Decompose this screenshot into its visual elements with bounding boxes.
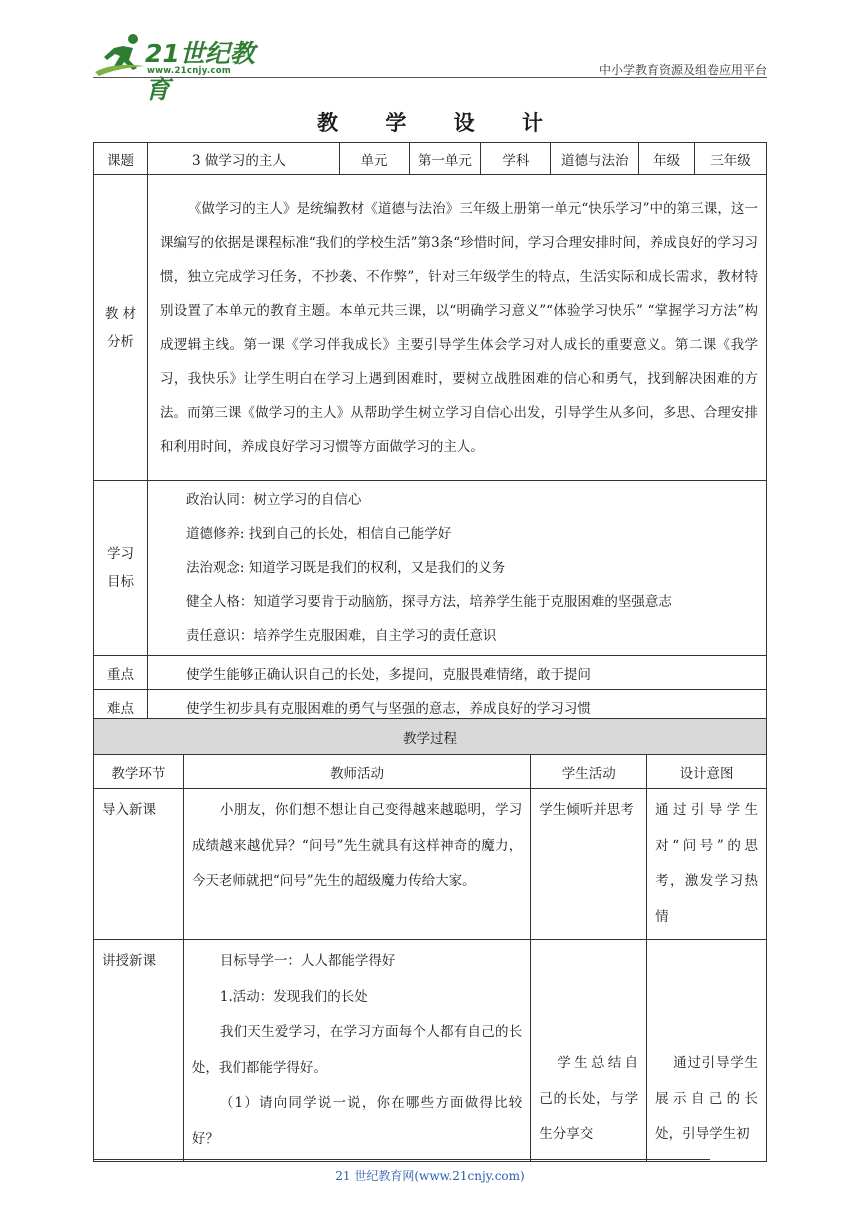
analysis-row <box>94 175 767 481</box>
header-teacher: 教师活动 <box>183 755 530 789</box>
footer-text: 21 世纪教育网(www.21cnjy.com) <box>335 1169 525 1183</box>
intro-teacher: 小朋友，你们想不想让自己变得越来越聪明，学习成绩越来越优异？“问号”先生就具有这样神奇的魔力，今天老师就把“问号”先生的超级魔力传给大家。 <box>183 789 530 940</box>
process-title-row <box>94 719 767 755</box>
key-point-label: 重点 <box>94 656 148 690</box>
teach-student: 学生总结自己的长处，与学生分享交 <box>531 940 647 1162</box>
subject-label: 学科 <box>481 143 551 175</box>
teach-teacher <box>183 940 530 1162</box>
intro-stage: 导入新课 <box>94 789 184 940</box>
goal-item: 道德修养: 找到自己的长处，相信自己能学好 <box>185 526 452 542</box>
site-logo <box>93 32 263 104</box>
intro-row <box>94 789 767 940</box>
unit-label: 单元 <box>339 143 409 175</box>
teach-stage: 讲授新课 <box>94 940 184 1162</box>
teacher-line: （1）请向同学说一说，你在哪些方面做得比较好？ <box>191 1095 523 1147</box>
goal-item: 健全人格：知道学习要肯于动脑筋，探寻方法，培养学生能于克服困难的坚强意志 <box>185 594 672 610</box>
difficulty-text: 使学生初步具有克服困难的勇气与坚强的意志，养成良好的学习习惯 <box>147 690 766 724</box>
logo-url: www.21cnjy.com <box>147 66 231 76</box>
footer-divider <box>93 1159 710 1160</box>
info-row <box>94 143 767 175</box>
grade-value: 三年级 <box>695 143 767 175</box>
intro-student: 学生倾听并思考 <box>531 789 647 940</box>
teach-row <box>94 940 767 1162</box>
goals-list <box>147 481 766 656</box>
teach-intent: 通过引导学生展示自己的长处，引导学生初 <box>647 940 767 1162</box>
analysis-text: 《做学习的主人》是统编教材《道德与法治》三年级上册第一单元“快乐学习”中的第三课，这一课编写的依据是课程标准“我们的学校生活”第3条“珍惜时间，学习合理安排时间，养成良好的学习习惯，独立完成学习任务，不抄袭、不作弊”，针对三年级学生的特点，生活实际和成长需求，教材特别设置了本单元的教育主题。本单元共三课，以“明确学习意义”“体验学习快乐” “掌握学习方法”构成逻辑主线。第一课《学习伴我成长》主要引导学生体会学习对人成长的重要意义。第二课《我学习，我快乐》让学生明白在学习上遇到困难时，要树立战胜困难的信心和勇气，找到解决困难的方法。而第三课《做学习的主人》从帮助学生树立学习自信心出发，引导学生从多问，多思、合理安排和利用时间，养成良好学习习惯等方面做学习的主人。 <box>147 175 766 481</box>
analysis-label: 教 材 分析 <box>94 175 148 481</box>
topic-label: 课题 <box>94 143 148 175</box>
key-point-text: 使学生能够正确认识自己的长处，多提问，克服畏难情绪，敢于提问 <box>147 656 766 690</box>
header-divider <box>93 77 767 78</box>
header-stage: 教学环节 <box>94 755 184 789</box>
platform-name: 中小学教育资源及组卷应用平台 <box>598 63 767 77</box>
process-header-row <box>94 755 767 789</box>
teacher-line: 目标导学一：人人都能学得好 <box>219 953 396 969</box>
header-intent: 设计意图 <box>647 755 767 789</box>
runner-logo-icon <box>93 32 147 78</box>
goals-row <box>94 481 767 656</box>
topic-value: 3 做学习的主人 <box>147 143 339 175</box>
teacher-line: 我们天生爱学习，在学习方面每个人都有自己的长处，我们都能学得好。 <box>191 1024 523 1076</box>
header-student: 学生活动 <box>531 755 647 789</box>
goal-item: 法治观念: 知道学习既是我们的权利，又是我们的义务 <box>185 560 506 576</box>
logo-text: 21世纪教育 <box>145 39 255 104</box>
teacher-line: 1.活动：发现我们的长处 <box>219 988 368 1005</box>
design-table <box>93 142 767 724</box>
intro-intent: 通过引导学生对“问号”的思考，激发学习热情 <box>647 789 767 940</box>
unit-value: 第一单元 <box>409 143 481 175</box>
subject-value: 道德与法治 <box>551 143 639 175</box>
process-title: 教学过程 <box>94 719 767 755</box>
key-point-row <box>94 656 767 690</box>
grade-label: 年级 <box>639 143 695 175</box>
page-title: 教 学 设 计 <box>317 111 563 135</box>
goal-item: 责任意识：培养学生克服困难，自主学习的责任意识 <box>185 628 497 644</box>
goals-label: 学习 目标 <box>94 481 148 656</box>
process-table <box>93 718 767 1162</box>
difficulty-label: 难点 <box>94 690 148 724</box>
goal-item: 政治认同：树立学习的自信心 <box>185 492 362 508</box>
